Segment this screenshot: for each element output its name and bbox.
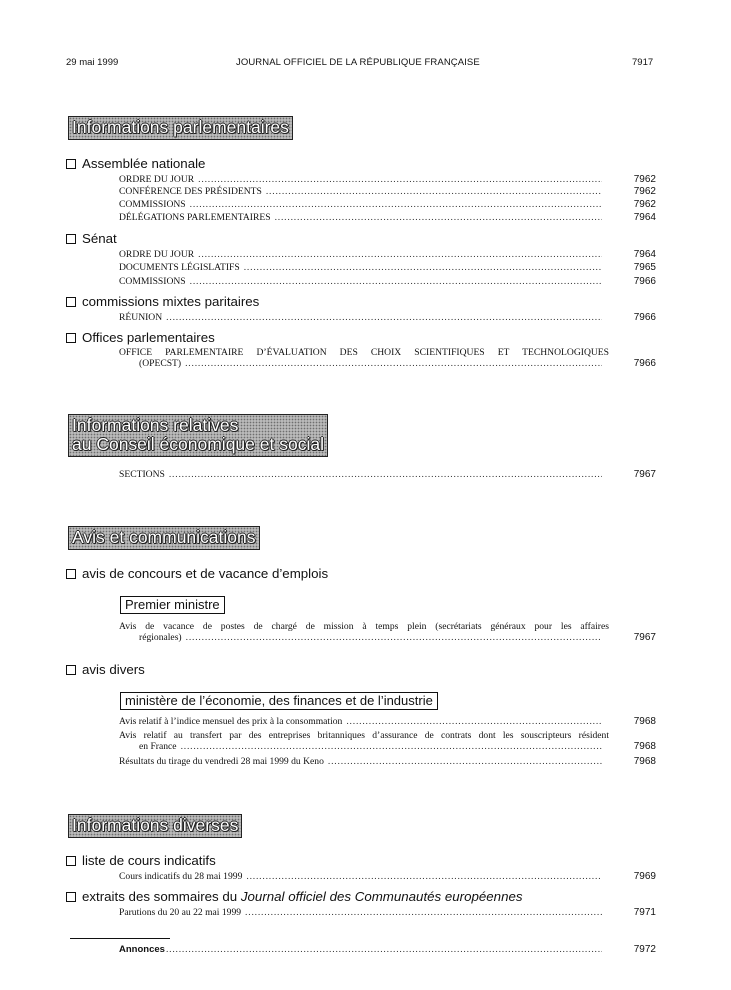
category-extraits-sommaires bbox=[66, 889, 523, 904]
toc-entry[interactable] bbox=[119, 276, 656, 287]
section-title: Informations parlementaires bbox=[72, 117, 289, 137]
entry-label-line2: régionales) bbox=[139, 632, 182, 643]
checkbox-square-icon bbox=[66, 892, 76, 902]
category-label-italic: Journal officiel des Communautés européennes bbox=[240, 889, 523, 904]
entry-page: 7966 bbox=[633, 358, 656, 369]
section-title-line2: au Conseil économique et social bbox=[72, 434, 324, 454]
entry-label: ORDRE DU JOUR bbox=[119, 249, 195, 260]
toc-entry[interactable] bbox=[119, 621, 656, 643]
category-offices-parlementaires bbox=[66, 330, 215, 345]
entry-label-line2: (OPECST) bbox=[139, 358, 182, 369]
entry-label: Avis relatif à l’indice mensuel des prix à la consommation bbox=[119, 716, 343, 727]
section-banner-parlementaires bbox=[68, 116, 293, 140]
toc-entry[interactable] bbox=[119, 249, 656, 260]
entry-page: 7964 bbox=[633, 249, 656, 260]
dot-leader bbox=[186, 632, 602, 643]
category-cours-indicatifs bbox=[66, 853, 216, 868]
dot-leader bbox=[198, 249, 602, 260]
header-page-number: 7917 bbox=[632, 57, 654, 68]
category-assemblee-nationale bbox=[66, 156, 205, 171]
toc-entry[interactable] bbox=[119, 730, 656, 752]
ministry-box-premier-ministre: Premier ministre bbox=[120, 596, 225, 614]
dot-leader bbox=[185, 358, 602, 369]
entry-page: 7965 bbox=[633, 262, 656, 273]
category-label: Assemblée nationale bbox=[82, 156, 206, 171]
toc-entry[interactable] bbox=[119, 716, 656, 727]
entry-label-line1: Avis de vacance de postes de chargé de mission à temps plein (secrétariats généraux pour les affaires bbox=[119, 621, 609, 632]
entry-label: Parutions du 20 au 22 mai 1999 bbox=[119, 907, 242, 918]
entry-page: 7962 bbox=[633, 174, 656, 185]
entry-page: 7967 bbox=[633, 469, 656, 480]
toc-entry[interactable] bbox=[119, 347, 656, 369]
toc-entry[interactable] bbox=[119, 871, 656, 882]
toc-entry[interactable] bbox=[119, 174, 656, 185]
checkbox-square-icon bbox=[66, 234, 76, 244]
entry-page: 7968 bbox=[633, 756, 656, 767]
ministry-box-economie: ministère de l’économie, des finances et de l’industrie bbox=[120, 692, 438, 710]
toc-entry[interactable] bbox=[119, 186, 656, 197]
entry-label: COMMISSIONS bbox=[119, 199, 186, 210]
entry-label: DOCUMENTS LÉGISLATIFS bbox=[119, 262, 240, 273]
entry-label: SECTIONS bbox=[119, 469, 165, 480]
entry-page: 7971 bbox=[633, 907, 656, 918]
checkbox-square-icon bbox=[66, 333, 76, 343]
toc-entry[interactable] bbox=[119, 469, 656, 480]
divider-rule bbox=[70, 938, 170, 939]
dot-leader bbox=[275, 212, 602, 223]
entry-page: 7969 bbox=[633, 871, 656, 882]
dot-leader bbox=[198, 174, 602, 185]
toc-entry[interactable] bbox=[119, 199, 656, 210]
dot-leader bbox=[328, 756, 602, 767]
section-banner-ces bbox=[68, 414, 328, 457]
dot-leader bbox=[181, 741, 602, 752]
entry-page: 7964 bbox=[633, 212, 656, 223]
dot-leader bbox=[266, 186, 602, 197]
header-date: 29 mai 1999 bbox=[66, 57, 119, 68]
category-label: Sénat bbox=[82, 231, 117, 246]
entry-label: DÉLÉGATIONS PARLEMENTAIRES bbox=[119, 212, 271, 223]
header-journal-title: JOURNAL OFFICIEL DE LA RÉPUBLIQUE FRANÇAISE bbox=[236, 57, 480, 68]
dot-leader bbox=[169, 469, 602, 480]
category-label: commissions mixtes paritaires bbox=[82, 294, 260, 309]
entry-page: 7968 bbox=[633, 741, 656, 752]
dot-leader bbox=[190, 199, 602, 210]
entry-label: RÉUNION bbox=[119, 312, 163, 323]
entry-label-line2: en France bbox=[139, 741, 177, 752]
category-label: avis de concours et de vacance d’emplois bbox=[82, 566, 329, 581]
category-avis-concours bbox=[66, 566, 328, 581]
entry-page: 7962 bbox=[633, 186, 656, 197]
entry-page: 7968 bbox=[633, 716, 656, 727]
entry-label: ORDRE DU JOUR bbox=[119, 174, 195, 185]
section-title-line1: Informations relatives bbox=[72, 415, 239, 435]
checkbox-square-icon bbox=[66, 569, 76, 579]
entry-page: 7972 bbox=[633, 944, 656, 955]
entry-label: CONFÉRENCE DES PRÉSIDENTS bbox=[119, 186, 262, 197]
entry-label: Annonces bbox=[119, 944, 165, 955]
entry-page: 7967 bbox=[633, 632, 656, 643]
section-title: Avis et communications bbox=[72, 527, 256, 547]
category-label: avis divers bbox=[82, 662, 145, 677]
entry-label-line1: OFFICE PARLEMENTAIRE D’ÉVALUATION DES CHOIX SCIENTIFIQUES ET TECHNOLOGIQUES bbox=[119, 347, 609, 358]
toc-entry[interactable] bbox=[119, 312, 656, 323]
checkbox-square-icon bbox=[66, 297, 76, 307]
dot-leader bbox=[166, 944, 602, 955]
entry-label: Résultats du tirage du vendredi 28 mai 1999 du Keno bbox=[119, 756, 324, 767]
category-commissions-mixtes-paritaires bbox=[66, 294, 259, 309]
toc-entry[interactable] bbox=[119, 262, 656, 273]
category-label: liste de cours indicatifs bbox=[82, 853, 216, 868]
dot-leader bbox=[346, 716, 602, 727]
checkbox-square-icon bbox=[66, 856, 76, 866]
entry-page: 7962 bbox=[633, 199, 656, 210]
entry-page: 7966 bbox=[633, 276, 656, 287]
dot-leader bbox=[246, 871, 602, 882]
entry-label: COMMISSIONS bbox=[119, 276, 186, 287]
checkbox-square-icon bbox=[66, 159, 76, 169]
toc-entry-annonces[interactable] bbox=[119, 944, 656, 955]
checkbox-square-icon bbox=[66, 665, 76, 675]
dot-leader bbox=[245, 907, 602, 918]
toc-entry[interactable] bbox=[119, 212, 656, 223]
category-label-prefix: extraits des sommaires du bbox=[82, 889, 238, 904]
entry-page: 7966 bbox=[633, 312, 656, 323]
section-banner-avis bbox=[68, 526, 260, 550]
entry-label-line1: Avis relatif au transfert par des entreprises britanniques d’assurance de contrats dont les souscripteurs résident bbox=[119, 730, 609, 741]
section-banner-diverses bbox=[68, 814, 242, 838]
dot-leader bbox=[244, 262, 602, 273]
category-senat bbox=[66, 231, 117, 246]
category-avis-divers bbox=[66, 662, 145, 677]
dot-leader bbox=[190, 276, 602, 287]
category-label: Offices parlementaires bbox=[82, 330, 215, 345]
toc-entry[interactable] bbox=[119, 907, 656, 918]
entry-label: Cours indicatifs du 28 mai 1999 bbox=[119, 871, 243, 882]
section-title: Informations diverses bbox=[72, 815, 239, 835]
toc-entry[interactable] bbox=[119, 756, 656, 767]
dot-leader bbox=[166, 312, 602, 323]
